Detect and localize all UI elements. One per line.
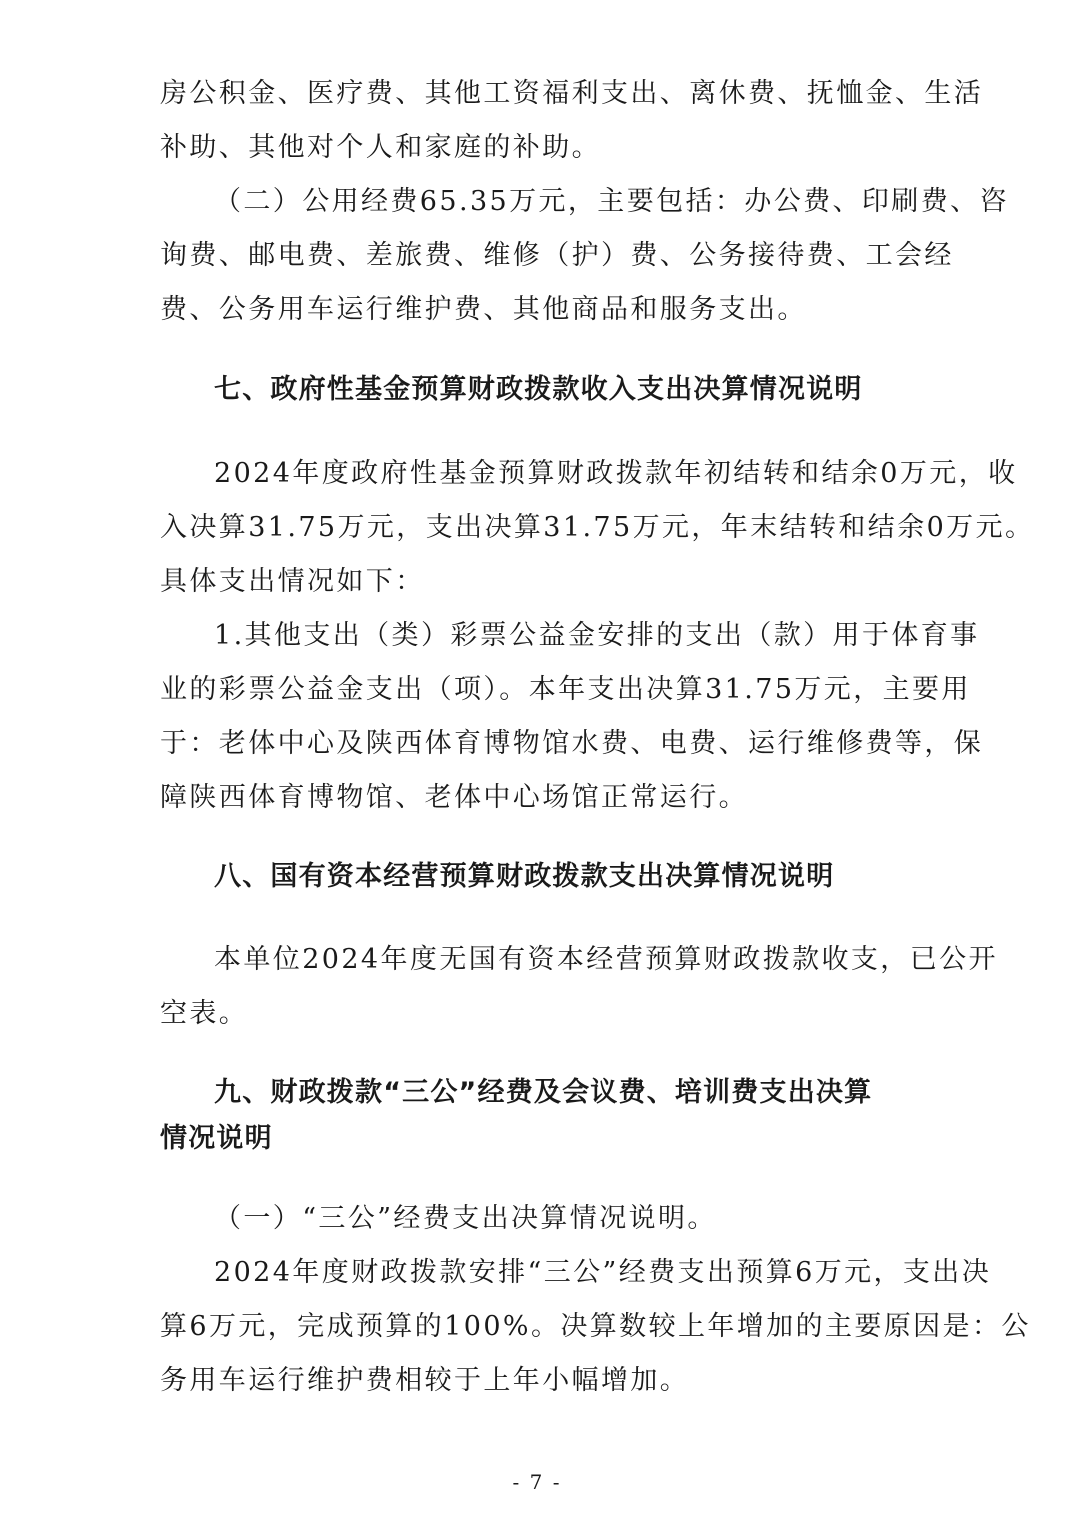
section-heading-9-continued: 情况说明: [160, 1123, 273, 1154]
body-text-line: 费、公务用车运行维护费、其他商品和服务支出。: [160, 294, 807, 325]
body-text-line: 空表。: [160, 998, 249, 1029]
body-text-line: 2024年度财政拨款安排“三公”经费支出预算6万元，支出决: [214, 1257, 992, 1288]
body-text-line: 务用车运行维护费相较于上年小幅增加。: [160, 1365, 690, 1396]
body-text-line: 算6万元，完成预算的100%。决算数较上年增加的主要原因是：公: [160, 1311, 1031, 1342]
body-text-line: 1.其他支出（类）彩票公益金安排的支出（款）用于体育事: [214, 620, 980, 651]
body-text-line: 房公积金、医疗费、其他工资福利支出、离休费、抚恤金、生活: [160, 78, 984, 109]
section-heading-7: 七、政府性基金预算财政拨款收入支出决算情况说明: [214, 374, 863, 405]
body-text-line: 询费、邮电费、差旅费、维修（护）费、公务接待费、工会经: [160, 240, 954, 271]
page-number: - 7 -: [512, 1470, 562, 1494]
sub-heading: （一）“三公”经费支出决算情况说明。: [214, 1203, 717, 1234]
body-text-line: 于：老体中心及陕西体育博物馆水费、电费、运行维修费等，保: [160, 728, 984, 759]
body-text-line: 本单位2024年度无国有资本经营预算财政拨款收支，已公开: [214, 944, 998, 975]
body-text-line: 补助、其他对个人和家庭的补助。: [160, 132, 601, 163]
body-text-line: 2024年度政府性基金预算财政拨款年初结转和结余0万元，收: [214, 458, 1018, 489]
body-text-line: 业的彩票公益金支出（项）。本年支出决算31.75万元，主要用: [160, 674, 971, 705]
body-text-line: 具体支出情况如下：: [160, 566, 425, 597]
body-text-line: 障陕西体育博物馆、老体中心场馆正常运行。: [160, 782, 748, 813]
body-text-line: （二）公用经费65.35万元，主要包括：办公费、印刷费、咨: [214, 186, 1009, 217]
section-heading-8: 八、国有资本经营预算财政拨款支出决算情况说明: [214, 861, 835, 892]
body-text-line: 入决算31.75万元，支出决算31.75万元，年末结转和结余0万元。: [160, 512, 1035, 543]
section-heading-9: 九、财政拨款“三公”经费及会议费、培训费支出决算: [214, 1077, 873, 1108]
